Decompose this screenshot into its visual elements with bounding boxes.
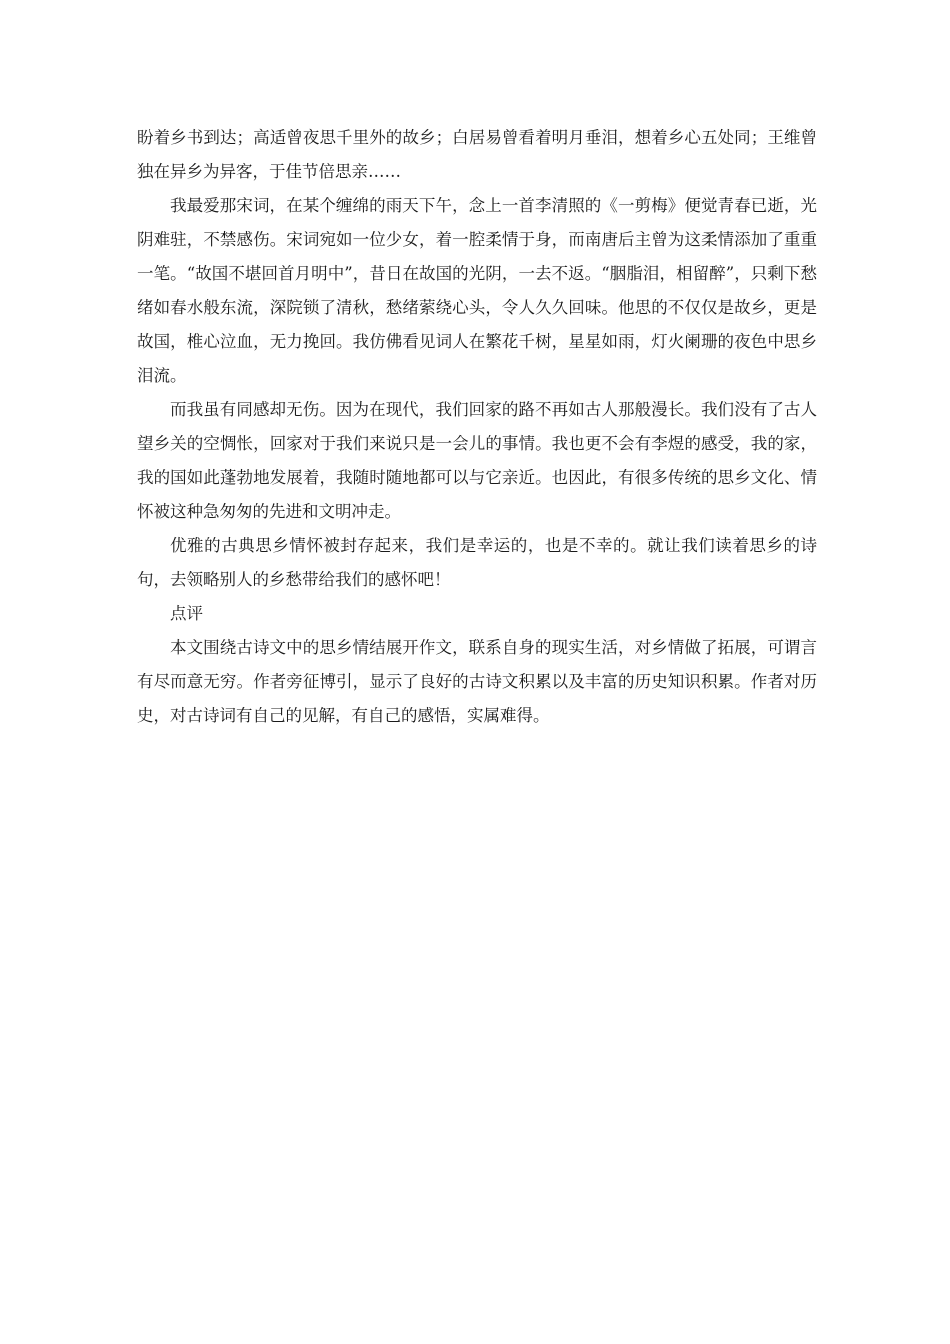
paragraph-song-ci: 我最爱那宋词，在某个缠绵的雨天下午，念上一首李清照的《一剪梅》便觉青春已逝，光阴难驻，不禁感伤。宋词宛如一位少女，着一腔柔情于身，而南唐后主曾为这柔情添加了重重一笔。“故国不堪回首月明中”，昔日在故国的光阴，一去不返。“胭脂泪，相留醉”，只剩下愁绪如春水般东流，深院锁了清秋，愁绪萦绕心头，令人久久回味。他思的不仅仅是故乡，更是故国，椎心泣血，无力挽回。我仿佛看见词人在繁花千树，星星如雨，灯火阑珊的夜色中思乡泪流。 [137, 196, 817, 385]
paragraph-modern-times: 而我虽有同感却无伤。因为在现代，我们回家的路不再如古人那般漫长。我们没有了古人望乡关的空惆怅，回家对于我们来说只是一会儿的事情。我也更不会有李煜的感受，我的家，我的国如此蓬勃地发展着，我随时随地都可以与它亲近。也因此，有很多传统的思乡文化、情怀被这种急匆匆的先进和文明冲走。 [137, 400, 817, 521]
paragraph-conclusion: 优雅的古典思乡情怀被封存起来，我们是幸运的，也是不幸的。就让我们读着思乡的诗句，去领略别人的乡愁带给我们的感怀吧！ [137, 536, 817, 589]
comment-label: 点评 [170, 604, 203, 623]
paragraph-continuation: 盼着乡书到达；高适曾夜思千里外的故乡；白居易曾看着明月垂泪，想着乡心五处同；王维曾独在异乡为异客，于佳节倍思亲…… [137, 128, 817, 181]
comment-text: 本文围绕古诗文中的思乡情结展开作文，联系自身的现实生活，对乡情做了拓展，可谓言有尽而意无穷。作者旁征博引，显示了良好的古诗文积累以及丰富的历史知识积累。作者对历史，对古诗词有自己的见解，有自己的感悟，实属难得。 [137, 638, 817, 725]
document-body [137, 121, 817, 733]
